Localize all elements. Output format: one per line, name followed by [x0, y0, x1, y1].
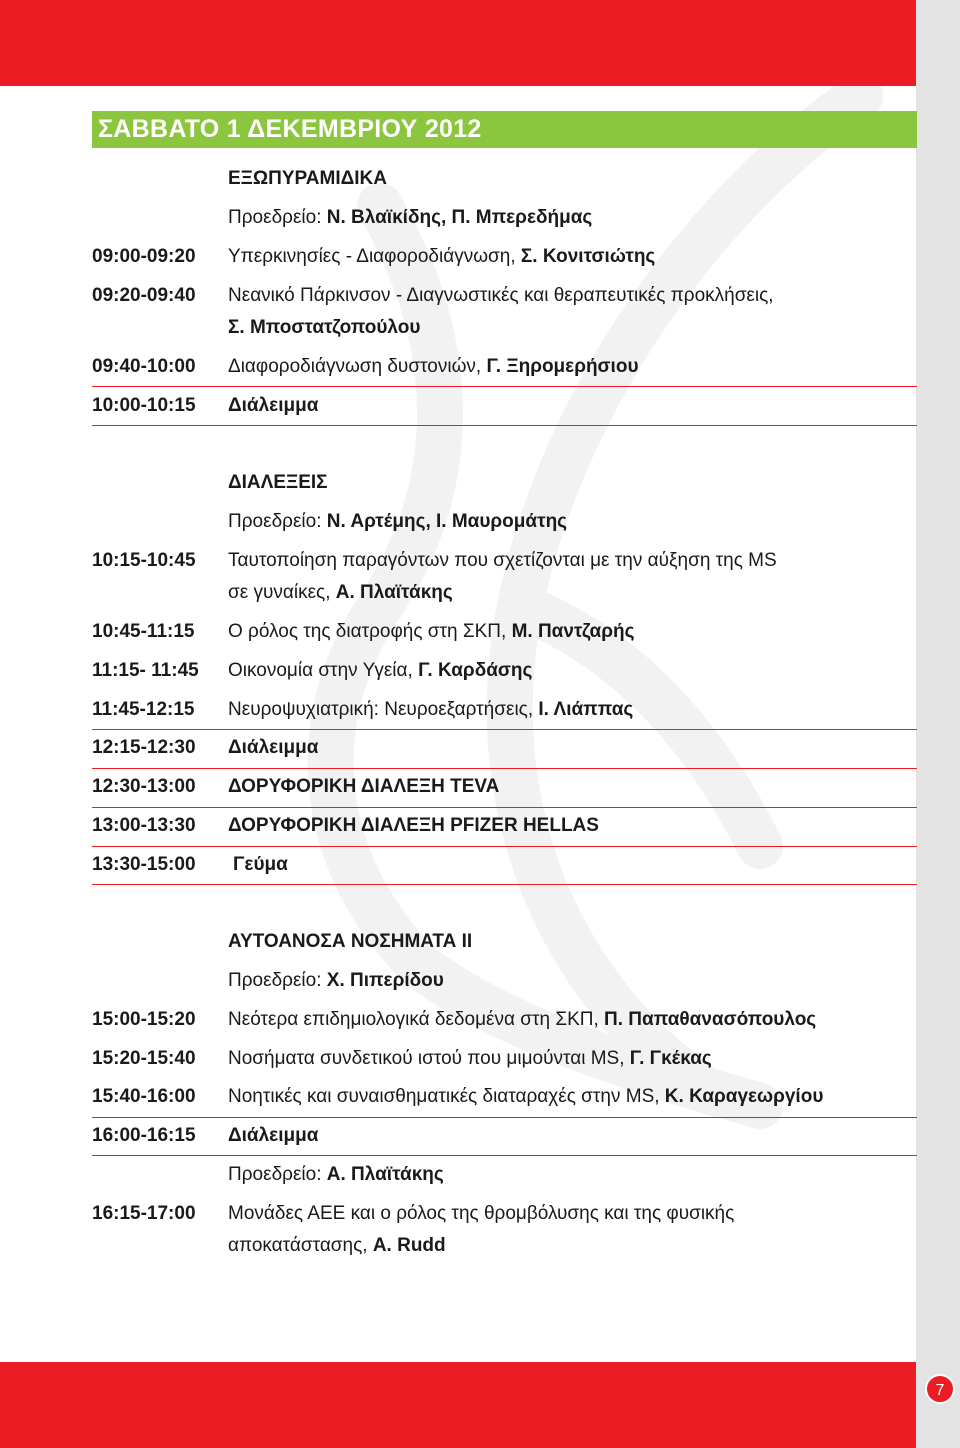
break-label: Διάλειμμα — [228, 737, 319, 758]
time-slot: 13:30-15:00 — [92, 854, 196, 875]
chair-names: Ν. Αρτέμης, Ι. Μαυρομάτης — [326, 511, 568, 532]
speaker: Α. Πλαϊτάκης — [335, 582, 453, 603]
talk-title: Νοητικές και συναισθηματικές διαταραχές στην MS, Κ. Καραγεωργίου — [228, 1086, 824, 1107]
time-slot: 10:15-10:45 — [92, 550, 196, 571]
divider — [92, 386, 917, 387]
speaker: Γ. Καρδάσης — [418, 660, 533, 681]
speaker: Μ. Παντζαρής — [511, 621, 635, 642]
speaker: Σ. Κονιτσιώτης — [520, 246, 656, 267]
bottom-red-band — [0, 1362, 916, 1448]
talk-title: Νεότερα επιδημιολογικά δεδομένα στη ΣΚΠ, Π. Παπαθανασόπουλος — [228, 1009, 817, 1030]
chair-line: Προεδρείο: Α. Πλαϊτάκης — [228, 1164, 444, 1185]
section-title: ΕΞΩΠΥΡΑΜΙΔΙΚΑ — [228, 168, 387, 189]
talk-title: Νευροψυχιατρική: Νευροεξαρτήσεις, Ι. Λιάππας — [228, 699, 634, 720]
section-title: ΑΥΤΟΑΝΟΣΑ ΝΟΣΗΜΑΤΑ ΙΙ — [228, 931, 473, 952]
divider — [92, 1155, 917, 1156]
chair-names: Χ. Πιπερίδου — [326, 970, 444, 991]
divider — [92, 1117, 917, 1118]
time-slot: 12:30-13:00 — [92, 776, 196, 797]
divider — [92, 768, 917, 769]
speaker: Σ. Μποστατζοπούλου — [228, 317, 421, 338]
chair-names: Ν. Βλαϊκίδης, Π. Μπερεδήμας — [326, 207, 593, 228]
break-label: Διάλειμμα — [228, 1125, 319, 1146]
divider — [92, 807, 917, 808]
satellite-lecture: ΔΟΡΥΦΟΡΙΚΗ ΔΙΑΛΕΞΗ TEVA — [228, 776, 500, 797]
time-slot: 09:20-09:40 — [92, 285, 196, 306]
talk-title: Νεανικό Πάρκινσον - Διαγνωστικές και θεραπευτικές προκλήσεις, Σ. Μποστατζοπούλου — [228, 285, 774, 338]
talk-title: Υπερκινησίες - Διαφοροδιάγνωση, Σ. Κονιτσιώτης — [228, 246, 656, 267]
top-red-band — [0, 0, 916, 86]
lunch-label: Γεύμα — [233, 854, 288, 875]
date-header: ΣΑΒΒΑΤΟ 1 ΔΕΚΕΜΒΡΙΟΥ 2012 — [92, 111, 917, 148]
time-slot: 13:00-13:30 — [92, 815, 196, 836]
time-slot: 15:20-15:40 — [92, 1048, 196, 1069]
time-slot: 16:00-16:15 — [92, 1125, 196, 1146]
chair-line: Προεδρείο: Ν. Βλαϊκίδης, Π. Μπερεδήμας — [228, 207, 593, 228]
speaker: Π. Παπαθανασόπουλος — [604, 1009, 817, 1030]
satellite-lecture: ΔΟΡΥΦΟΡΙΚΗ ΔΙΑΛΕΞΗ PFIZER HELLAS — [228, 815, 599, 836]
divider — [92, 846, 917, 847]
time-slot: 15:40-16:00 — [92, 1086, 196, 1107]
divider — [92, 884, 917, 885]
chair-line: Προεδρείο: Ν. Αρτέμης, Ι. Μαυρομάτης — [228, 511, 568, 532]
talk-title: Ο ρόλος της διατροφής στη ΣΚΠ, Μ. Παντζαρής — [228, 621, 635, 642]
talk-title: Μονάδες ΑΕΕ και ο ρόλος της θρομβόλυσης και της φυσικής αποκατάστασης, A. Rudd — [228, 1203, 735, 1256]
speaker: A. Rudd — [372, 1235, 446, 1256]
time-slot: 12:15-12:30 — [92, 737, 196, 758]
time-slot: 16:15-17:00 — [92, 1203, 196, 1224]
time-slot: 10:00-10:15 — [92, 395, 196, 416]
speaker: Γ. Γκέκας — [629, 1048, 712, 1069]
talk-title: Διαφοροδιάγνωση δυστονιών, Γ. Ξηρομερήσιου — [228, 356, 639, 377]
time-slot: 11:45-12:15 — [92, 699, 195, 720]
speaker: Ι. Λιάππας — [538, 699, 634, 720]
time-slot: 10:45-11:15 — [92, 621, 195, 642]
talk-title: Ταυτοποίηση παραγόντων που σχετίζονται με την αύξηση της MS σε γυναίκες, Α. Πλαϊτάκης — [228, 550, 777, 603]
talk-title: Νοσήματα συνδετικού ιστού που μιμούνται MS, Γ. Γκέκας — [228, 1048, 712, 1069]
chair-names: Α. Πλαϊτάκης — [326, 1164, 444, 1185]
time-slot: 09:40-10:00 — [92, 356, 196, 377]
time-slot: 11:15- 11:45 — [92, 660, 199, 681]
divider — [92, 729, 917, 730]
time-slot: 09:00-09:20 — [92, 246, 196, 267]
speaker: Γ. Ξηρομερήσιου — [486, 356, 639, 377]
page-number: 7 — [925, 1374, 955, 1404]
section-title: ΔΙΑΛΕΞΕΙΣ — [228, 472, 328, 493]
right-grey-strip — [916, 0, 960, 1448]
break-label: Διάλειμμα — [228, 395, 319, 416]
time-slot: 15:00-15:20 — [92, 1009, 196, 1030]
divider — [92, 425, 917, 426]
talk-title: Οικονομία στην Υγεία, Γ. Καρδάσης — [228, 660, 533, 681]
speaker: Κ. Καραγεωργίου — [664, 1086, 824, 1107]
chair-line: Προεδρείο: Χ. Πιπερίδου — [228, 970, 444, 991]
